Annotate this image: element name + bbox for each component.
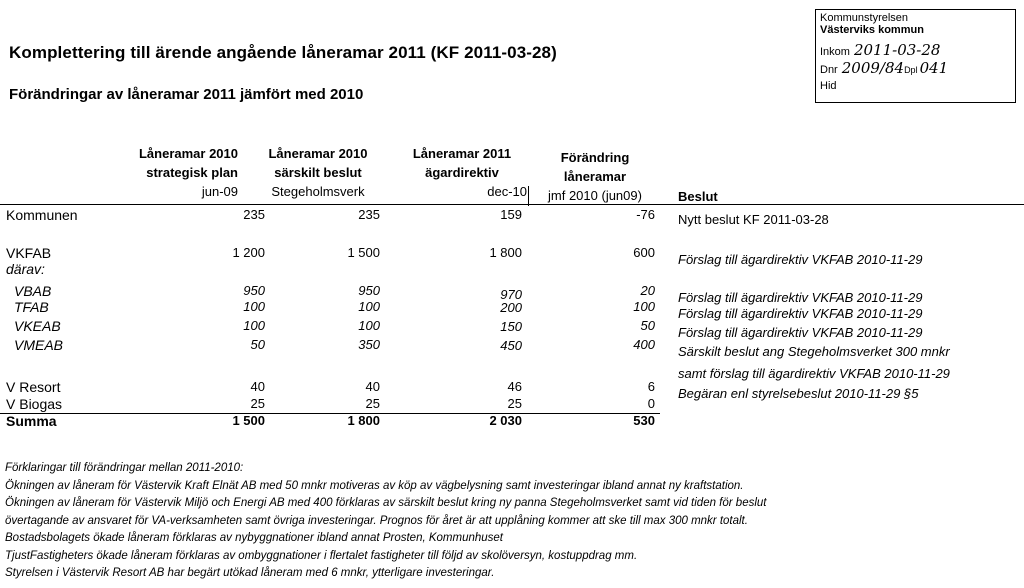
cell-c1: 40 xyxy=(250,379,265,394)
header-col2 xyxy=(252,144,384,201)
cell-c1: 1 200 xyxy=(232,245,265,260)
cell-c3: 2 030 xyxy=(489,413,522,428)
cell-beslut: samt förslag till ägardirektiv VKFAB 2010-11-29 xyxy=(678,366,950,381)
cell-c4: 20 xyxy=(640,283,655,298)
header-col4-line2: låneramar xyxy=(563,169,627,184)
cell-beslut: Särskilt beslut ang Stegeholmsverket 300 mnkr xyxy=(678,344,950,359)
row-label: Summa xyxy=(6,413,57,429)
row-label: VKFAB xyxy=(6,245,52,261)
header-col4-line3: jmf 2010 (jun09) xyxy=(548,188,642,203)
header-col3-line1: Låneramar 2011 xyxy=(412,146,512,161)
cell-c1: 50 xyxy=(250,337,265,352)
cell-c3: 450 xyxy=(500,338,522,353)
header-col4 xyxy=(530,148,660,205)
cell-beslut: Förslag till ägardirektiv VKFAB 2010-11-29 xyxy=(678,290,923,305)
cell-beslut: Begäran enl styrelsebeslut 2010-11-29 §5 xyxy=(678,386,919,401)
cell-c4: 100 xyxy=(633,299,655,314)
document-subtitle: Förändringar av låneramar 2011 jämfört med 2010 xyxy=(9,86,364,103)
row-label: VMEAB xyxy=(14,337,64,353)
cell-c1: 25 xyxy=(250,396,265,411)
cell-beslut: Förslag till ägardirektiv VKFAB 2010-11-29 xyxy=(678,306,923,321)
cell-c1: 100 xyxy=(243,318,265,333)
cell-c3: 150 xyxy=(500,319,522,334)
cell-c3: 159 xyxy=(500,207,522,222)
row-label: V Biogas xyxy=(6,396,63,412)
cell-beslut: Nytt beslut KF 2011-03-28 xyxy=(678,212,829,227)
stamp-municipality: Västerviks kommun xyxy=(820,24,924,36)
cell-c4: 6 xyxy=(647,379,655,394)
stamp-inkom xyxy=(820,42,1011,60)
header-col4-line1: Förändring xyxy=(560,150,630,165)
stamp-dnr-value-b: 041 xyxy=(919,59,949,77)
notes-line: TjustFastigheters ökade låneram förklaras av ombyggnationer i flertalet fastigheter till följd av skolöversyn, kostuppdrag mm. xyxy=(5,549,638,562)
explanations-notes xyxy=(5,460,767,583)
notes-line: Styrelsen i Västervik Resort AB har begärt utökad låneram med 6 mnkr, ytterligare investeringar. xyxy=(5,567,495,579)
cell-c4: 50 xyxy=(640,318,655,333)
document-title: Komplettering till ärende angående låneramar 2011 (KF 2011-03-28) xyxy=(9,43,557,62)
cell-c2: 100 xyxy=(358,318,380,333)
registration-stamp xyxy=(815,9,1016,103)
header-col1-line3: jun-09 xyxy=(201,184,238,199)
header-col2-line2: särskilt beslut xyxy=(274,165,362,180)
cell-c2: 1 800 xyxy=(347,413,380,428)
cell-c3: 200 xyxy=(500,300,522,315)
stamp-dnr-label: Dnr xyxy=(820,64,838,76)
stamp-inkom-label: Inkom xyxy=(820,46,850,58)
notes-line: Ökningen av låneram för Västervik Kraft Elnät AB med 50 mnkr motiveras av köp av vägbelysning samt investeringar ibland annat ny kraftstation. xyxy=(5,479,744,492)
header-beslut: Beslut xyxy=(678,189,718,204)
header-rule xyxy=(0,204,1024,205)
row-label: VKEAB xyxy=(14,318,61,334)
notes-line: övertagande av ansvaret för VA-verksamheten samt övriga investeringar. Prognos för året är att upplåning kommer att ske till max 300 mnkr totalt. xyxy=(5,514,748,527)
cell-c1: 235 xyxy=(243,207,265,222)
cell-c2: 235 xyxy=(358,207,380,222)
cell-c2: 40 xyxy=(365,379,380,394)
header-col3-line2: ägardirektiv xyxy=(425,165,499,180)
stamp-dnr xyxy=(820,60,1011,78)
total-rule xyxy=(0,413,660,414)
cell-c4: 600 xyxy=(633,245,655,260)
header-col1 xyxy=(128,144,238,201)
cell-c2: 25 xyxy=(365,396,380,411)
cell-c4: 400 xyxy=(633,337,655,352)
cell-c3: 46 xyxy=(507,379,522,394)
cell-c1: 100 xyxy=(243,299,265,314)
row-label: VBAB xyxy=(14,283,52,299)
header-col3 xyxy=(397,144,527,201)
row-label: V Resort xyxy=(6,379,61,395)
cell-c1: 950 xyxy=(243,283,265,298)
cell-c3: 970 xyxy=(500,287,522,302)
cell-c3: 1 800 xyxy=(489,245,522,260)
cell-beslut: Förslag till ägardirektiv VKFAB 2010-11-29 xyxy=(678,325,923,340)
row-label: TFAB xyxy=(14,299,49,315)
notes-line: Ökningen av låneram för Västervik Miljö och Energi AB med 400 förklaras av särskilt beslut kring ny panna Stegeholmsverket samt vid tiden för beslut xyxy=(5,497,767,509)
cell-c1: 1 500 xyxy=(232,413,265,428)
cell-beslut: Förslag till ägardirektiv VKFAB 2010-11-29 xyxy=(678,252,923,267)
cell-c2: 1 500 xyxy=(347,245,380,260)
cell-c3: 25 xyxy=(507,396,522,411)
stamp-inkom-value: 2011-03-28 xyxy=(853,41,941,59)
header-col2-line1: Låneramar 2010 xyxy=(268,146,368,161)
cell-c2: 350 xyxy=(358,337,380,352)
header-col2-line3: Stegeholmsverk xyxy=(271,184,365,199)
cell-c4: -76 xyxy=(636,207,655,222)
row-label: därav: xyxy=(6,261,45,277)
cell-c2: 950 xyxy=(358,283,380,298)
cell-c2: 100 xyxy=(358,299,380,314)
stamp-hid-label: Hid xyxy=(820,80,837,92)
row-label: Kommunen xyxy=(6,207,78,223)
header-col1-line2: strategisk plan xyxy=(146,165,238,180)
stamp-org: Kommunstyrelsen xyxy=(820,12,909,24)
cell-c4: 0 xyxy=(647,396,655,411)
notes-line: Bostadsbolagets ökade låneram förklaras av nybyggnationer ibland annat Prosten, Kommunhuset xyxy=(5,532,503,544)
cell-c4: 530 xyxy=(633,413,655,428)
header-col1-line1: Låneramar 2010 xyxy=(138,146,238,161)
column-divider xyxy=(528,186,529,206)
header-col3-line3: dec-10 xyxy=(487,184,527,199)
stamp-dnr-value-a: 2009/84 xyxy=(841,59,905,77)
stamp-dnr-dpl: Dpl xyxy=(904,65,918,75)
notes-line: Förklaringar till förändringar mellan 2011-2010: xyxy=(5,462,244,474)
